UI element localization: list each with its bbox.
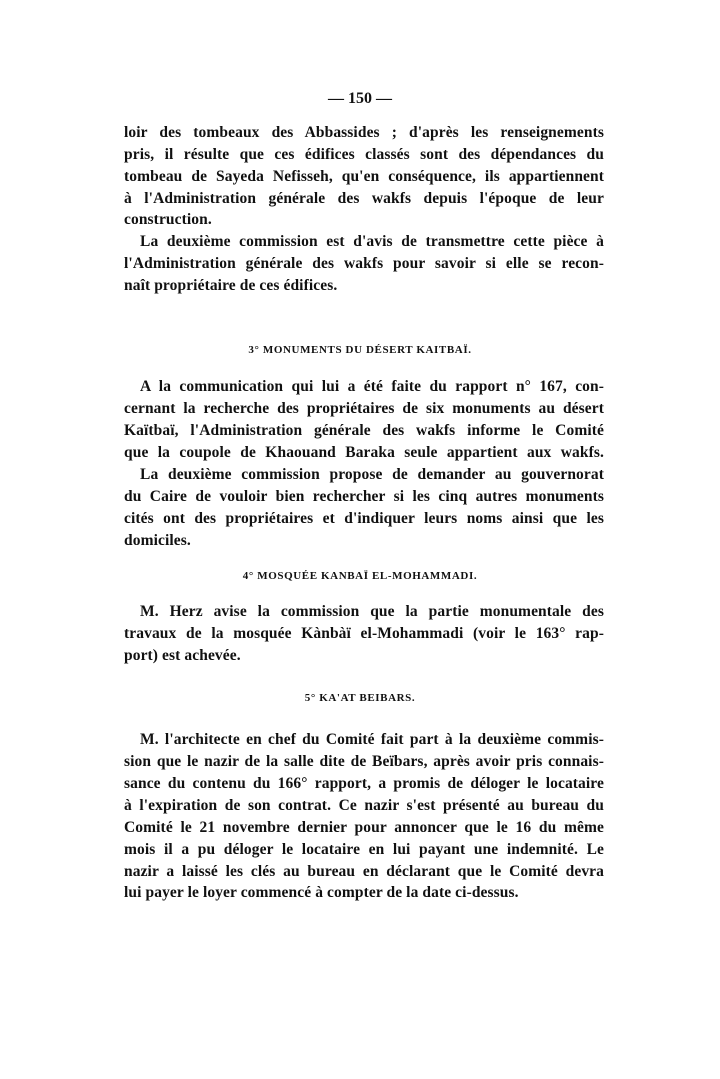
section-heading: 4° MOSQUÉE KANBAÏ EL-MOHAMMADI.: [242, 570, 478, 582]
text-line: La deuxième commission propose de demander au gouvernorat: [140, 466, 604, 483]
section-heading: 5° KA'AT BEIBARS.: [304, 692, 416, 704]
text-line: M. l'architecte en chef du Comité fait part à la deuxième commis-: [140, 731, 604, 748]
text-line: l'Administration générale des wakfs pour savoir si elle se recon-: [124, 255, 604, 272]
text-line: port) est achevée.: [124, 647, 241, 664]
text-line: La deuxième commission est d'avis de transmettre cette pièce à: [140, 233, 604, 250]
text-line: domiciles.: [124, 532, 191, 549]
text-line: cités ont des propriétaires et d'indiquer leurs noms ainsi que les: [124, 510, 604, 527]
text-line: à l'Administration générale des wakfs depuis l'époque de leur: [124, 190, 604, 207]
text-line: loir des tombeaux des Abbassides ; d'après les renseignements: [124, 124, 604, 141]
text-line: sance du contenu du 166° rapport, a promis de déloger le locataire: [124, 775, 604, 792]
section-heading: 3° MONUMENTS DU DÉSERT KAITBAÏ.: [248, 344, 472, 356]
text-line: naît propriétaire de ces édifices.: [124, 277, 338, 294]
text-line: du Caire de vouloir bien rechercher si les cinq autres monuments: [124, 488, 604, 505]
text-line: M. Herz avise la commission que la partie monumentale des: [140, 603, 604, 620]
text-line: Kaïtbaï, l'Administration générale des wakfs informe le Comité: [124, 422, 604, 439]
text-line: construction.: [124, 211, 212, 228]
text-line: mois il a pu déloger le locataire en lui payant une indemnité. Le: [124, 841, 604, 858]
text-line: à l'expiration de son contrat. Ce nazir s'est présenté au bureau du: [124, 797, 604, 814]
text-line: A la communication qui lui a été faite du rapport n° 167, con-: [140, 378, 604, 395]
text-line: sion que le nazir de la salle dite de Beïbars, après avoir pris connais-: [124, 753, 604, 770]
text-line: tombeau de Sayeda Nefisseh, qu'en conséquence, ils appartiennent: [124, 168, 604, 185]
text-line: travaux de la mosquée Kànbàï el-Mohammadi (voir le 163° rap-: [124, 625, 604, 642]
text-line: lui payer le loyer commencé à compter de la date ci-dessus.: [124, 884, 519, 901]
text-line: que la coupole de Khaouand Baraka seule appartient aux wakfs.: [124, 444, 604, 461]
text-line: pris, il résulte que ces édifices classés sont des dépendances du: [124, 146, 604, 163]
text-line: Comité le 21 novembre dernier pour annoncer que le 16 du même: [124, 819, 604, 836]
page-number: — 150 —: [328, 90, 392, 107]
text-line: cernant la recherche des propriétaires de six monuments au désert: [124, 400, 604, 417]
text-line: nazir a laissé les clés au bureau en déclarant que le Comité devra: [124, 863, 604, 880]
